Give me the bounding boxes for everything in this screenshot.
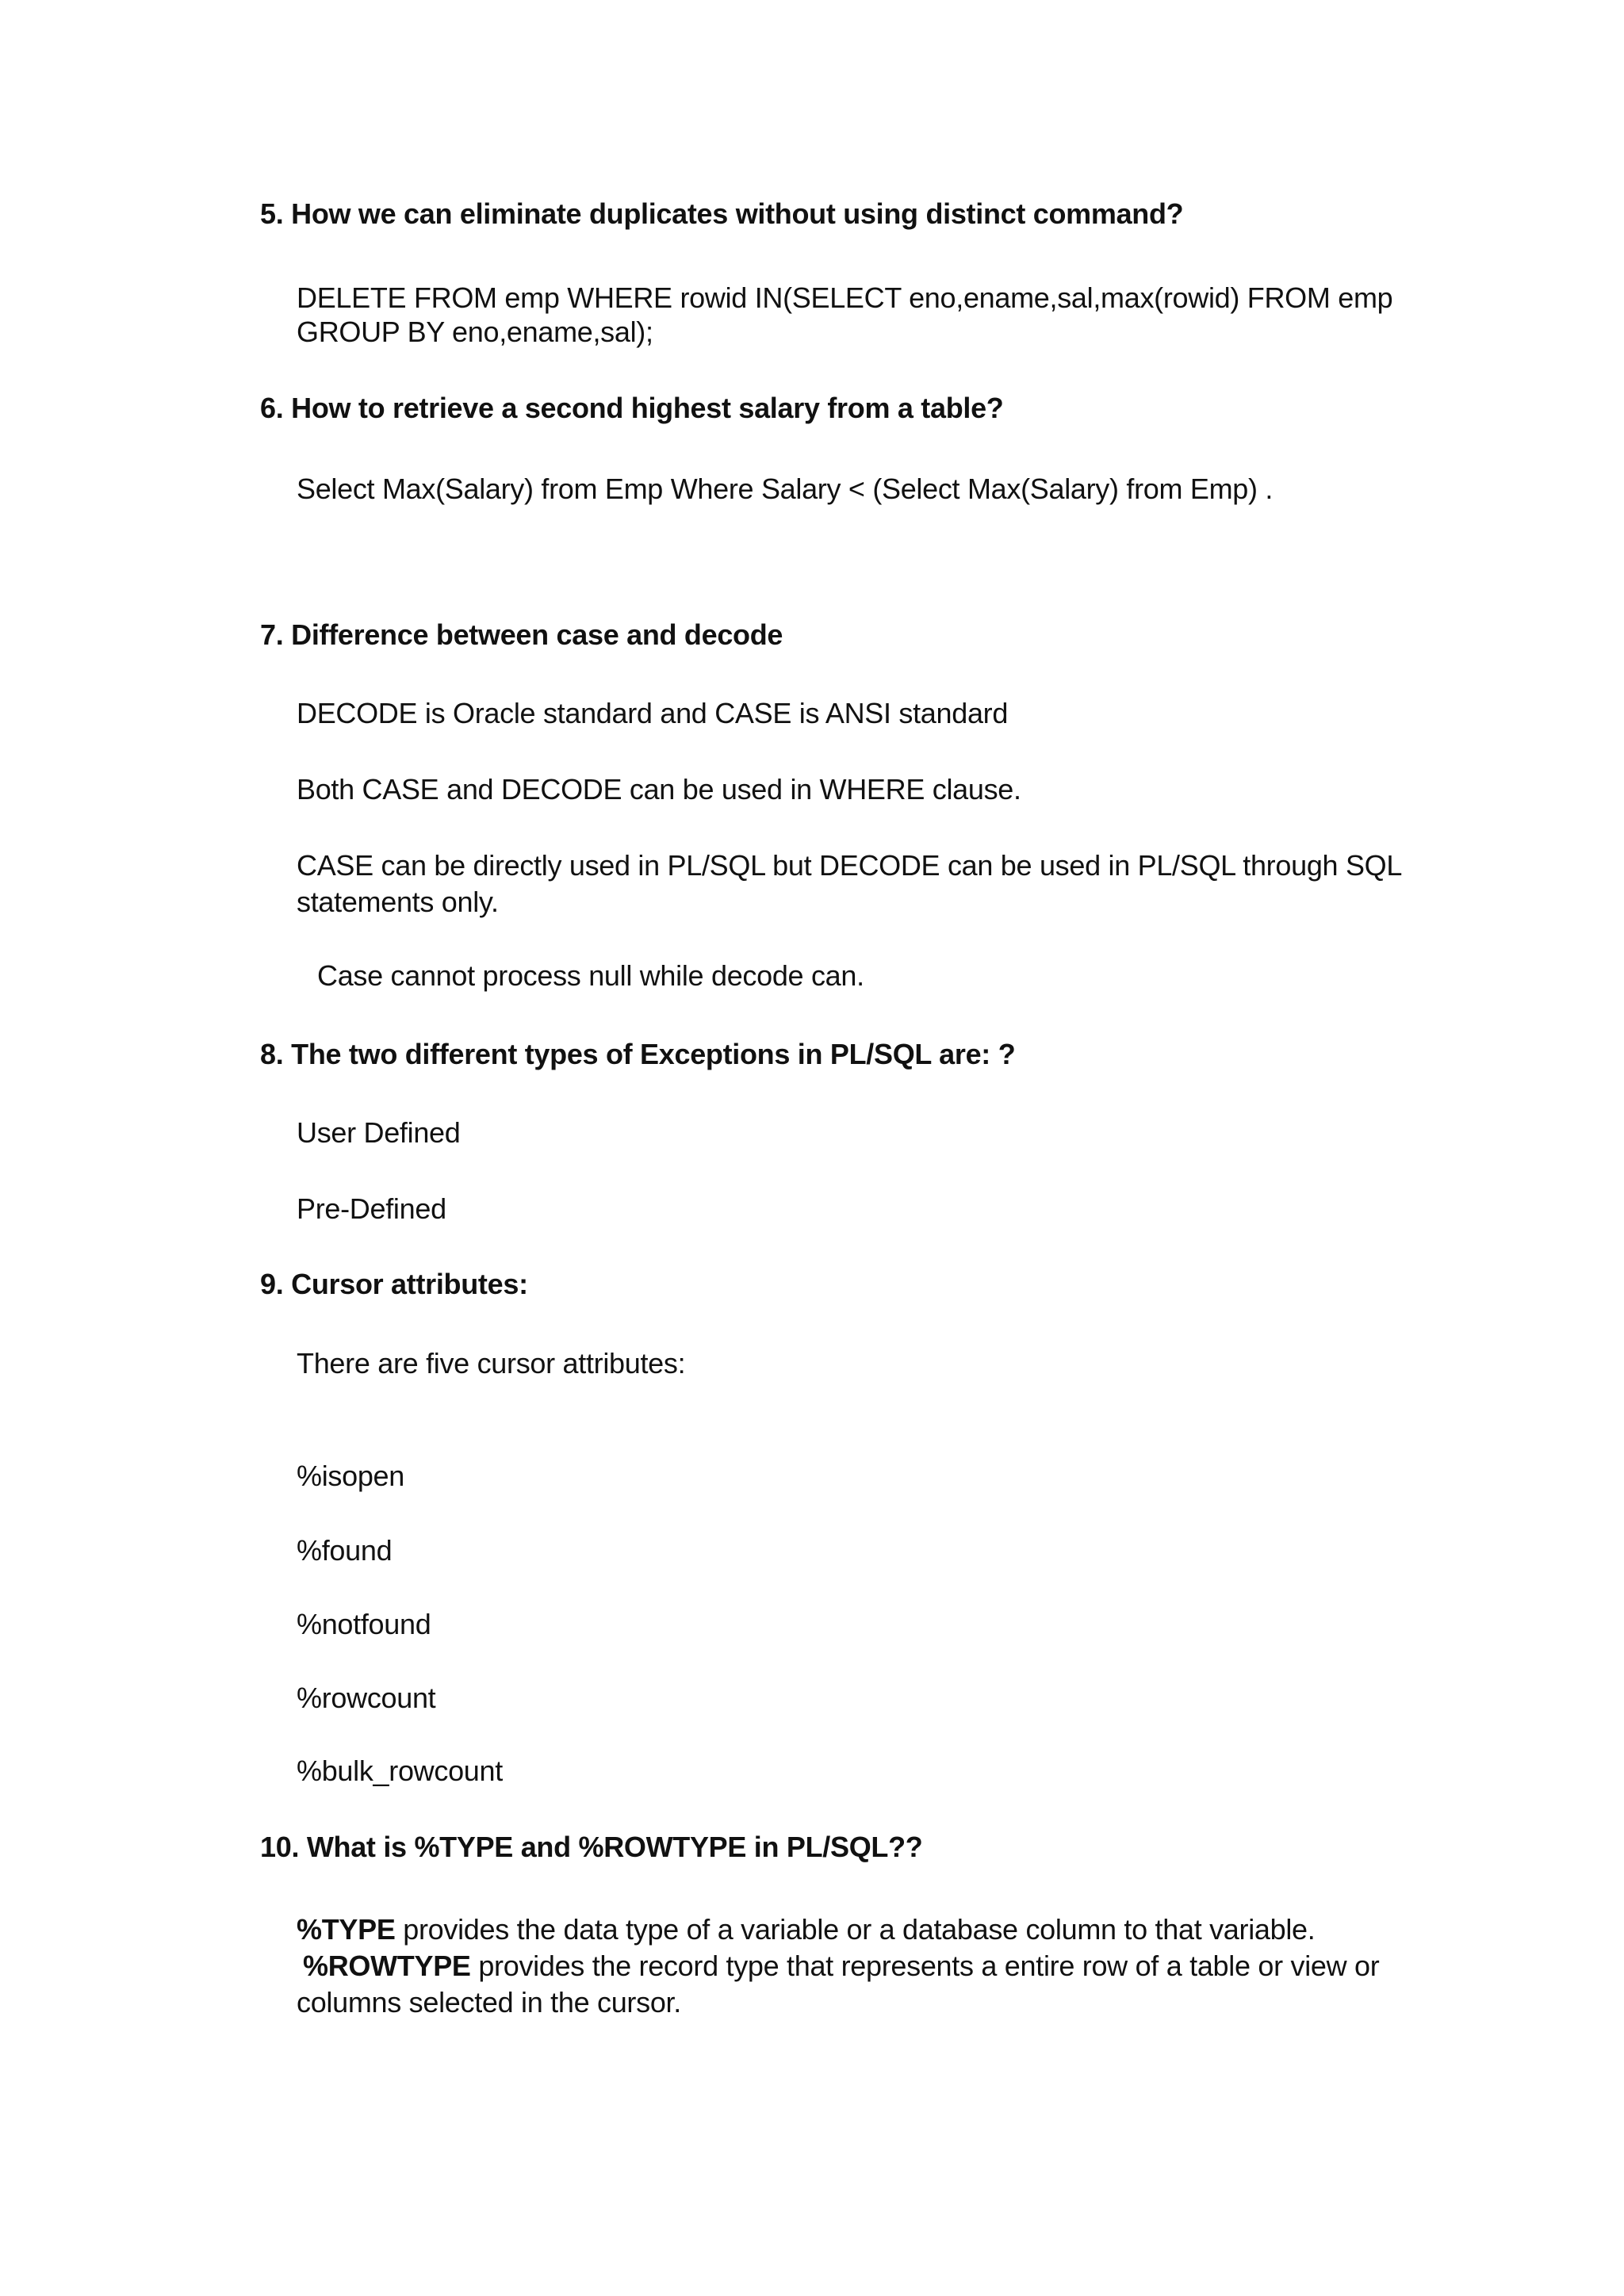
q9-item: %found xyxy=(297,1534,393,1567)
q7-paragraph-1: DECODE is Oracle standard and CASE is ANSI standard xyxy=(297,697,1009,729)
q8-item: Pre-Defined xyxy=(297,1192,446,1225)
q5-heading: 5. How we can eliminate duplicates without using distinct command? xyxy=(260,197,1184,230)
q5-answer-line-1: DELETE FROM emp WHERE rowid IN(SELECT eno,ename,sal,max(rowid) FROM emp xyxy=(297,281,1393,314)
q9-item: %isopen xyxy=(297,1460,404,1492)
q10-heading: 10. What is %TYPE and %ROWTYPE in PL/SQL?? xyxy=(260,1831,923,1863)
q10-type-term: %TYPE xyxy=(297,1913,396,1946)
q10-type-definition xyxy=(297,1912,1315,1947)
q6-answer: Select Max(Salary) from Emp Where Salary < (Select Max(Salary) from Emp) . xyxy=(297,473,1274,505)
q6-heading: 6. How to retrieve a second highest salary from a table? xyxy=(260,392,1004,424)
q9-heading: 9. Cursor attributes: xyxy=(260,1268,528,1300)
q7-paragraph-4: Case cannot process null while decode can. xyxy=(317,959,864,992)
q8-item: User Defined xyxy=(297,1116,461,1149)
q10-type-description: provides the data type of a variable or a database column to that variable. xyxy=(395,1913,1316,1946)
q9-intro: There are five cursor attributes: xyxy=(297,1347,686,1380)
q9-item: %rowcount xyxy=(297,1682,436,1714)
q9-item: %bulk_rowcount xyxy=(297,1755,503,1787)
q7-heading: 7. Difference between case and decode xyxy=(260,618,783,651)
q9-item: %notfound xyxy=(297,1608,431,1640)
q10-rowtype-term: %ROWTYPE xyxy=(303,1950,471,1982)
q10-rowtype-description-line-1: provides the record type that represents a entire row of a table or view or xyxy=(470,1950,1380,1982)
q7-paragraph-3-line-1: CASE can be directly used in PL/SQL but DECODE can be used in PL/SQL through SQL xyxy=(297,849,1403,882)
q10-rowtype-definition xyxy=(303,1949,1379,1984)
q8-heading: 8. The two different types of Exceptions in PL/SQL are: ? xyxy=(260,1038,1016,1070)
q10-rowtype-description-line-2: columns selected in the cursor. xyxy=(297,1986,681,2019)
q7-paragraph-3-line-2: statements only. xyxy=(297,886,499,918)
q5-answer-line-2: GROUP BY eno,ename,sal); xyxy=(297,316,653,348)
q7-paragraph-2: Both CASE and DECODE can be used in WHERE clause. xyxy=(297,773,1021,806)
